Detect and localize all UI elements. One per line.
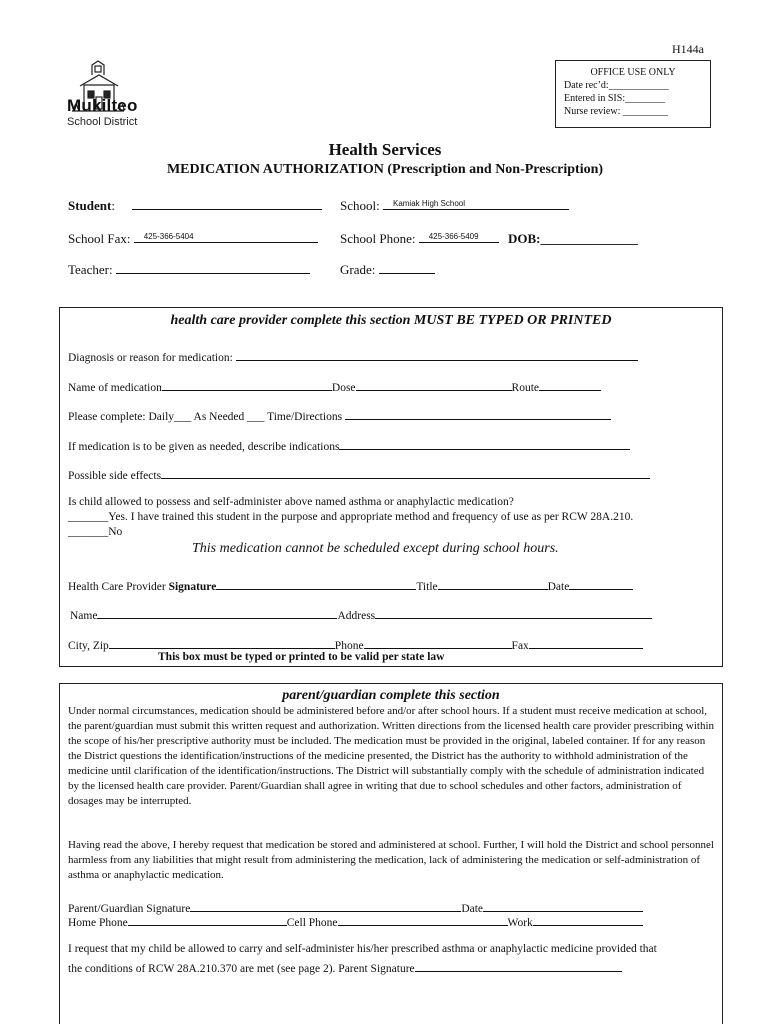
time-directions-field[interactable] bbox=[345, 407, 611, 420]
home-phone-field[interactable] bbox=[128, 913, 287, 926]
provider-fax-label: Fax bbox=[511, 640, 529, 652]
provider-title-field[interactable] bbox=[438, 577, 548, 590]
provider-signature-label: Signature bbox=[168, 581, 217, 593]
work-phone-label: Work bbox=[507, 917, 533, 929]
office-use-title: OFFICE USE ONLY bbox=[590, 67, 676, 78]
school-label: School: bbox=[340, 198, 380, 213]
self-administer-yes[interactable]: _______Yes. I have trained this student in the purpose and appropriate method and frequency of use as per RCW 28A.210. bbox=[68, 511, 634, 523]
office-nurse-review: Nurse review: _________ bbox=[564, 106, 668, 117]
typed-valid-note: This box must be typed or printed to be valid per state law bbox=[158, 651, 445, 663]
school-value: Kamiak High School bbox=[392, 199, 466, 208]
side-effects-row bbox=[68, 466, 650, 482]
grade-field[interactable] bbox=[379, 261, 435, 274]
provider-signature-field[interactable] bbox=[216, 577, 416, 590]
parent-phone-row bbox=[68, 913, 643, 929]
parent-signature-field[interactable] bbox=[190, 899, 461, 912]
provider-phone-label: Phone bbox=[334, 640, 364, 652]
school-phone-value: 425-366-5409 bbox=[428, 232, 479, 241]
schedule-row bbox=[68, 407, 611, 423]
schedule-label: Please complete: Daily___ As Needed ___ Time/Directions bbox=[68, 411, 343, 423]
provider-name-row bbox=[70, 606, 652, 622]
carry-request-line1: I request that my child be allowed to carry and self-administer his/her prescribed asthma or anaphylactic medicine provided that bbox=[68, 943, 657, 955]
medication-name-field[interactable] bbox=[162, 378, 332, 391]
provider-signature-prefix: Health Care Provider bbox=[68, 581, 169, 593]
provider-name-field[interactable] bbox=[97, 606, 337, 619]
provider-phone-field[interactable] bbox=[364, 636, 512, 649]
provider-date-label: Date bbox=[547, 581, 570, 593]
school-fax-row bbox=[68, 230, 318, 247]
office-entered-sis: Entered in SIS:________ bbox=[564, 93, 666, 104]
teacher-field[interactable] bbox=[116, 261, 310, 274]
route-label: Route bbox=[511, 382, 540, 394]
school-phone-field[interactable] bbox=[419, 230, 499, 243]
office-date-received: Date rec’d:____________ bbox=[564, 80, 669, 91]
route-field[interactable] bbox=[539, 378, 601, 391]
diagnosis-row bbox=[68, 348, 638, 364]
medication-name-label: Name of medication bbox=[68, 382, 162, 394]
student-label-colon: : bbox=[111, 198, 115, 213]
teacher-row bbox=[68, 261, 310, 278]
form-id: H144a bbox=[672, 42, 704, 56]
cell-phone-field[interactable] bbox=[338, 913, 508, 926]
medication-row bbox=[68, 378, 601, 394]
carry-request-line2: the conditions of RCW 28A.210.370 are met (see page 2). Parent Signature bbox=[68, 963, 415, 975]
indications-row bbox=[68, 437, 630, 453]
cell-phone-label: Cell Phone bbox=[286, 917, 338, 929]
indications-field[interactable] bbox=[339, 437, 630, 450]
school-hours-note: This medication cannot be scheduled except during school hours. bbox=[192, 541, 559, 556]
dob-field[interactable]: DOB:_______________ bbox=[507, 231, 638, 246]
student-label: Student bbox=[68, 198, 112, 213]
school-fax-label: School Fax: bbox=[68, 231, 131, 246]
provider-city-field[interactable] bbox=[109, 636, 335, 649]
provider-city-label: City, Zip bbox=[68, 640, 109, 652]
school-field[interactable] bbox=[383, 197, 569, 210]
grade-row bbox=[340, 261, 435, 278]
diagnosis-label: Diagnosis or reason for medication: bbox=[68, 352, 233, 364]
carry-parent-signature-field[interactable] bbox=[415, 959, 622, 972]
parent-request-paragraph: Having read the above, I hereby request that medication be stored and administered at school. Further, I will hold the District and school personnel harmless from any liabilities that might result from administering the medication, lack of administering the medication or self-administration of asthma or anaphylactic medication. bbox=[68, 839, 714, 881]
parent-date-label: Date bbox=[461, 903, 484, 915]
provider-address-label: Address bbox=[337, 610, 376, 622]
carry-request-row bbox=[68, 959, 622, 975]
district-logo-name: Mukilteo bbox=[67, 96, 138, 115]
parent-date-field[interactable] bbox=[483, 899, 643, 912]
district-logo-subtitle: School District bbox=[67, 116, 138, 128]
parent-signature-label: Parent/Guardian Signature bbox=[68, 903, 191, 915]
provider-date-field[interactable] bbox=[569, 577, 633, 590]
school-fax-field[interactable] bbox=[134, 230, 318, 243]
dose-field[interactable] bbox=[356, 378, 512, 391]
provider-fax-field[interactable] bbox=[529, 636, 643, 649]
school-fax-value: 425-366-5404 bbox=[143, 232, 194, 241]
provider-title-label: Title bbox=[416, 581, 438, 593]
school-phone-label: School Phone: bbox=[340, 231, 416, 246]
school-phone-row bbox=[340, 230, 638, 247]
side-effects-field[interactable] bbox=[161, 466, 650, 479]
student-field[interactable] bbox=[132, 197, 322, 210]
diagnosis-field[interactable] bbox=[236, 348, 638, 361]
teacher-label: Teacher: bbox=[68, 262, 113, 277]
self-administer-question: Is child allowed to possess and self-administer above named asthma or anaphylactic medication? bbox=[68, 496, 514, 508]
side-effects-label: Possible side effects bbox=[68, 470, 162, 482]
provider-section-title: health care provider complete this section MUST BE TYPED OR PRINTED bbox=[170, 313, 612, 328]
self-administer-no[interactable]: _______No bbox=[68, 526, 123, 538]
page-title: Health Services bbox=[328, 140, 442, 159]
provider-signature-row bbox=[68, 577, 633, 593]
page-subtitle: MEDICATION AUTHORIZATION (Prescription and Non-Prescription) bbox=[166, 162, 604, 177]
school-row bbox=[340, 197, 569, 214]
indications-label: If medication is to be given as needed, describe indications bbox=[68, 441, 340, 453]
provider-city-row bbox=[68, 636, 643, 652]
parent-policy-paragraph: Under normal circumstances, medication should be administered before and/or after school hours. If a student must receive medication at school, the parent/guardian must submit this written request and authorization. Written directions from the licensed health care provider prescribing within the scope of his/her prescriptive authority must be included. The medication must be provided in the original, labeled container. If for any reason the District questions the identification/instructions of the medicine presented, the District has the authority to withhold administration of the medicine until clarification of the identification/instructions. The District will substantially comply with the schedule of administration indicated by the licensed health care provider. Parent/Guardian shall agree in writing that due to school schedules and other factors, administration of dosages may be interrupted. bbox=[68, 705, 715, 807]
provider-name-label: Name bbox=[70, 610, 98, 622]
work-phone-field[interactable] bbox=[533, 913, 643, 926]
office-use-box bbox=[555, 60, 711, 128]
dose-label: Dose bbox=[331, 382, 356, 394]
student-row bbox=[68, 197, 322, 214]
home-phone-label: Home Phone bbox=[68, 917, 128, 929]
provider-address-field[interactable] bbox=[375, 606, 652, 619]
grade-label: Grade: bbox=[340, 262, 376, 277]
parent-section-title: parent/guardian complete this section bbox=[282, 688, 500, 703]
